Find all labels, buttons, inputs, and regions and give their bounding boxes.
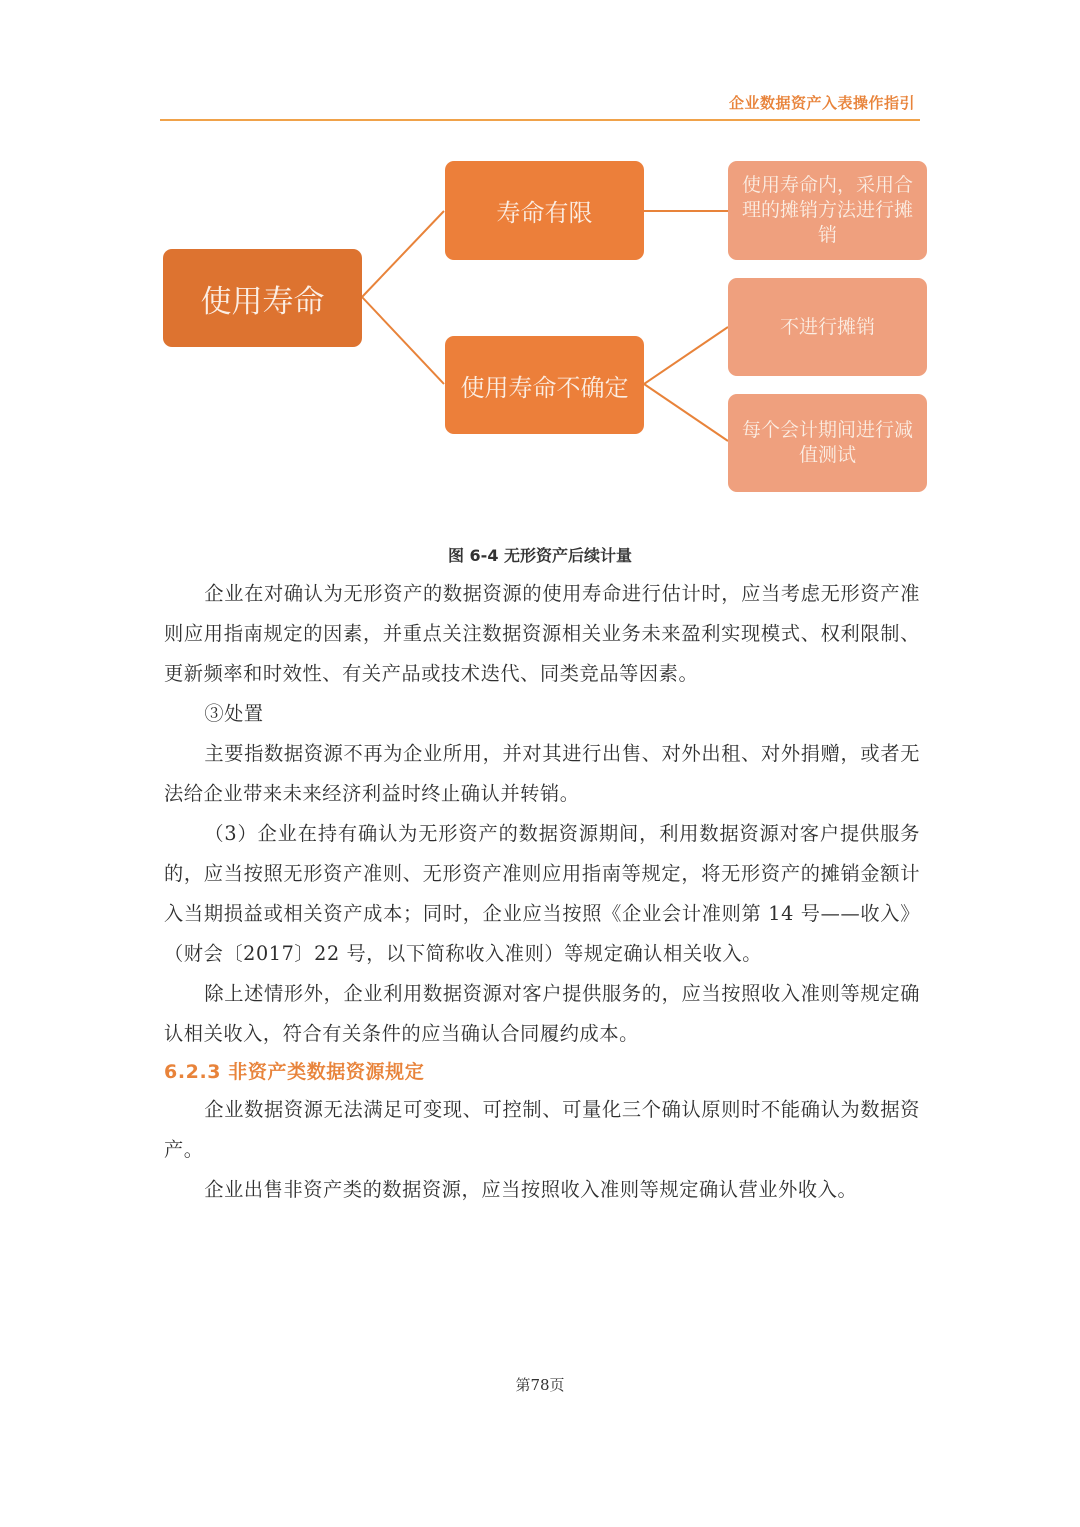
node-impairment-test: 每个会计期间进行减值测试 [728, 394, 927, 492]
section-heading: 6.2.3 非资产类数据资源规定 [164, 1061, 425, 1083]
figure-caption: 图 6-4 无形资产后续计量 [447, 546, 633, 565]
node-no-amortize: 不进行摊销 [728, 278, 927, 376]
paragraph-holding-period: （3）企业在持有确认为无形资产的数据资源期间，利用数据资源对客户提供服务的，应当按照无形资产准则、无形资产准则应用指南等规定，将无形资产的摊销金额计入当期损益或相关资产成本；同时，企业应当按照《企业会计准则第 14 号——收入》（财会〔2017〕22 号，以下简称收入准则）等规定确认相关收入。 [164, 822, 920, 965]
lifespan-diagram [0, 0, 1080, 520]
paragraph-other-cases: 除上述情形外，企业利用数据资源对客户提供服务的，应当按照收入准则等规定确认相关收入，符合有关条件的应当确认合同履约成本。 [164, 982, 920, 1045]
node-limited-life: 寿命有限 [445, 161, 644, 260]
subheading-disposal: ③处置 [204, 702, 264, 725]
paragraph-useful-life: 企业在对确认为无形资产的数据资源的使用寿命进行估计时，应当考虑无形资产准则应用指南规定的因素，并重点关注数据资源相关业务未来盈利实现模式、权利限制、更新频率和时效性、有关产品或技术迭代、同类竞品等因素。 [164, 582, 920, 685]
node-amortize: 使用寿命内，采用合理的摊销方法进行摊销 [728, 161, 927, 260]
paragraph-non-asset-recognition: 企业数据资源无法满足可变现、可控制、可量化三个确认原则时不能确认为数据资产。 [164, 1098, 920, 1161]
paragraph-non-asset-sale: 企业出售非资产类的数据资源，应当按照收入准则等规定确认营业外收入。 [204, 1178, 858, 1201]
body-content [164, 574, 920, 1210]
paragraph-disposal: 主要指数据资源不再为企业所用，并对其进行出售、对外出租、对外捐赠，或者无法给企业带来未来经济利益时终止确认并转销。 [164, 742, 920, 805]
document-title: 企业数据资产入表操作指引 [728, 94, 915, 112]
node-root: 使用寿命 [163, 249, 362, 347]
page-number: 第78页 [515, 1376, 565, 1394]
node-indefinite-life: 使用寿命不确定 [445, 336, 644, 434]
